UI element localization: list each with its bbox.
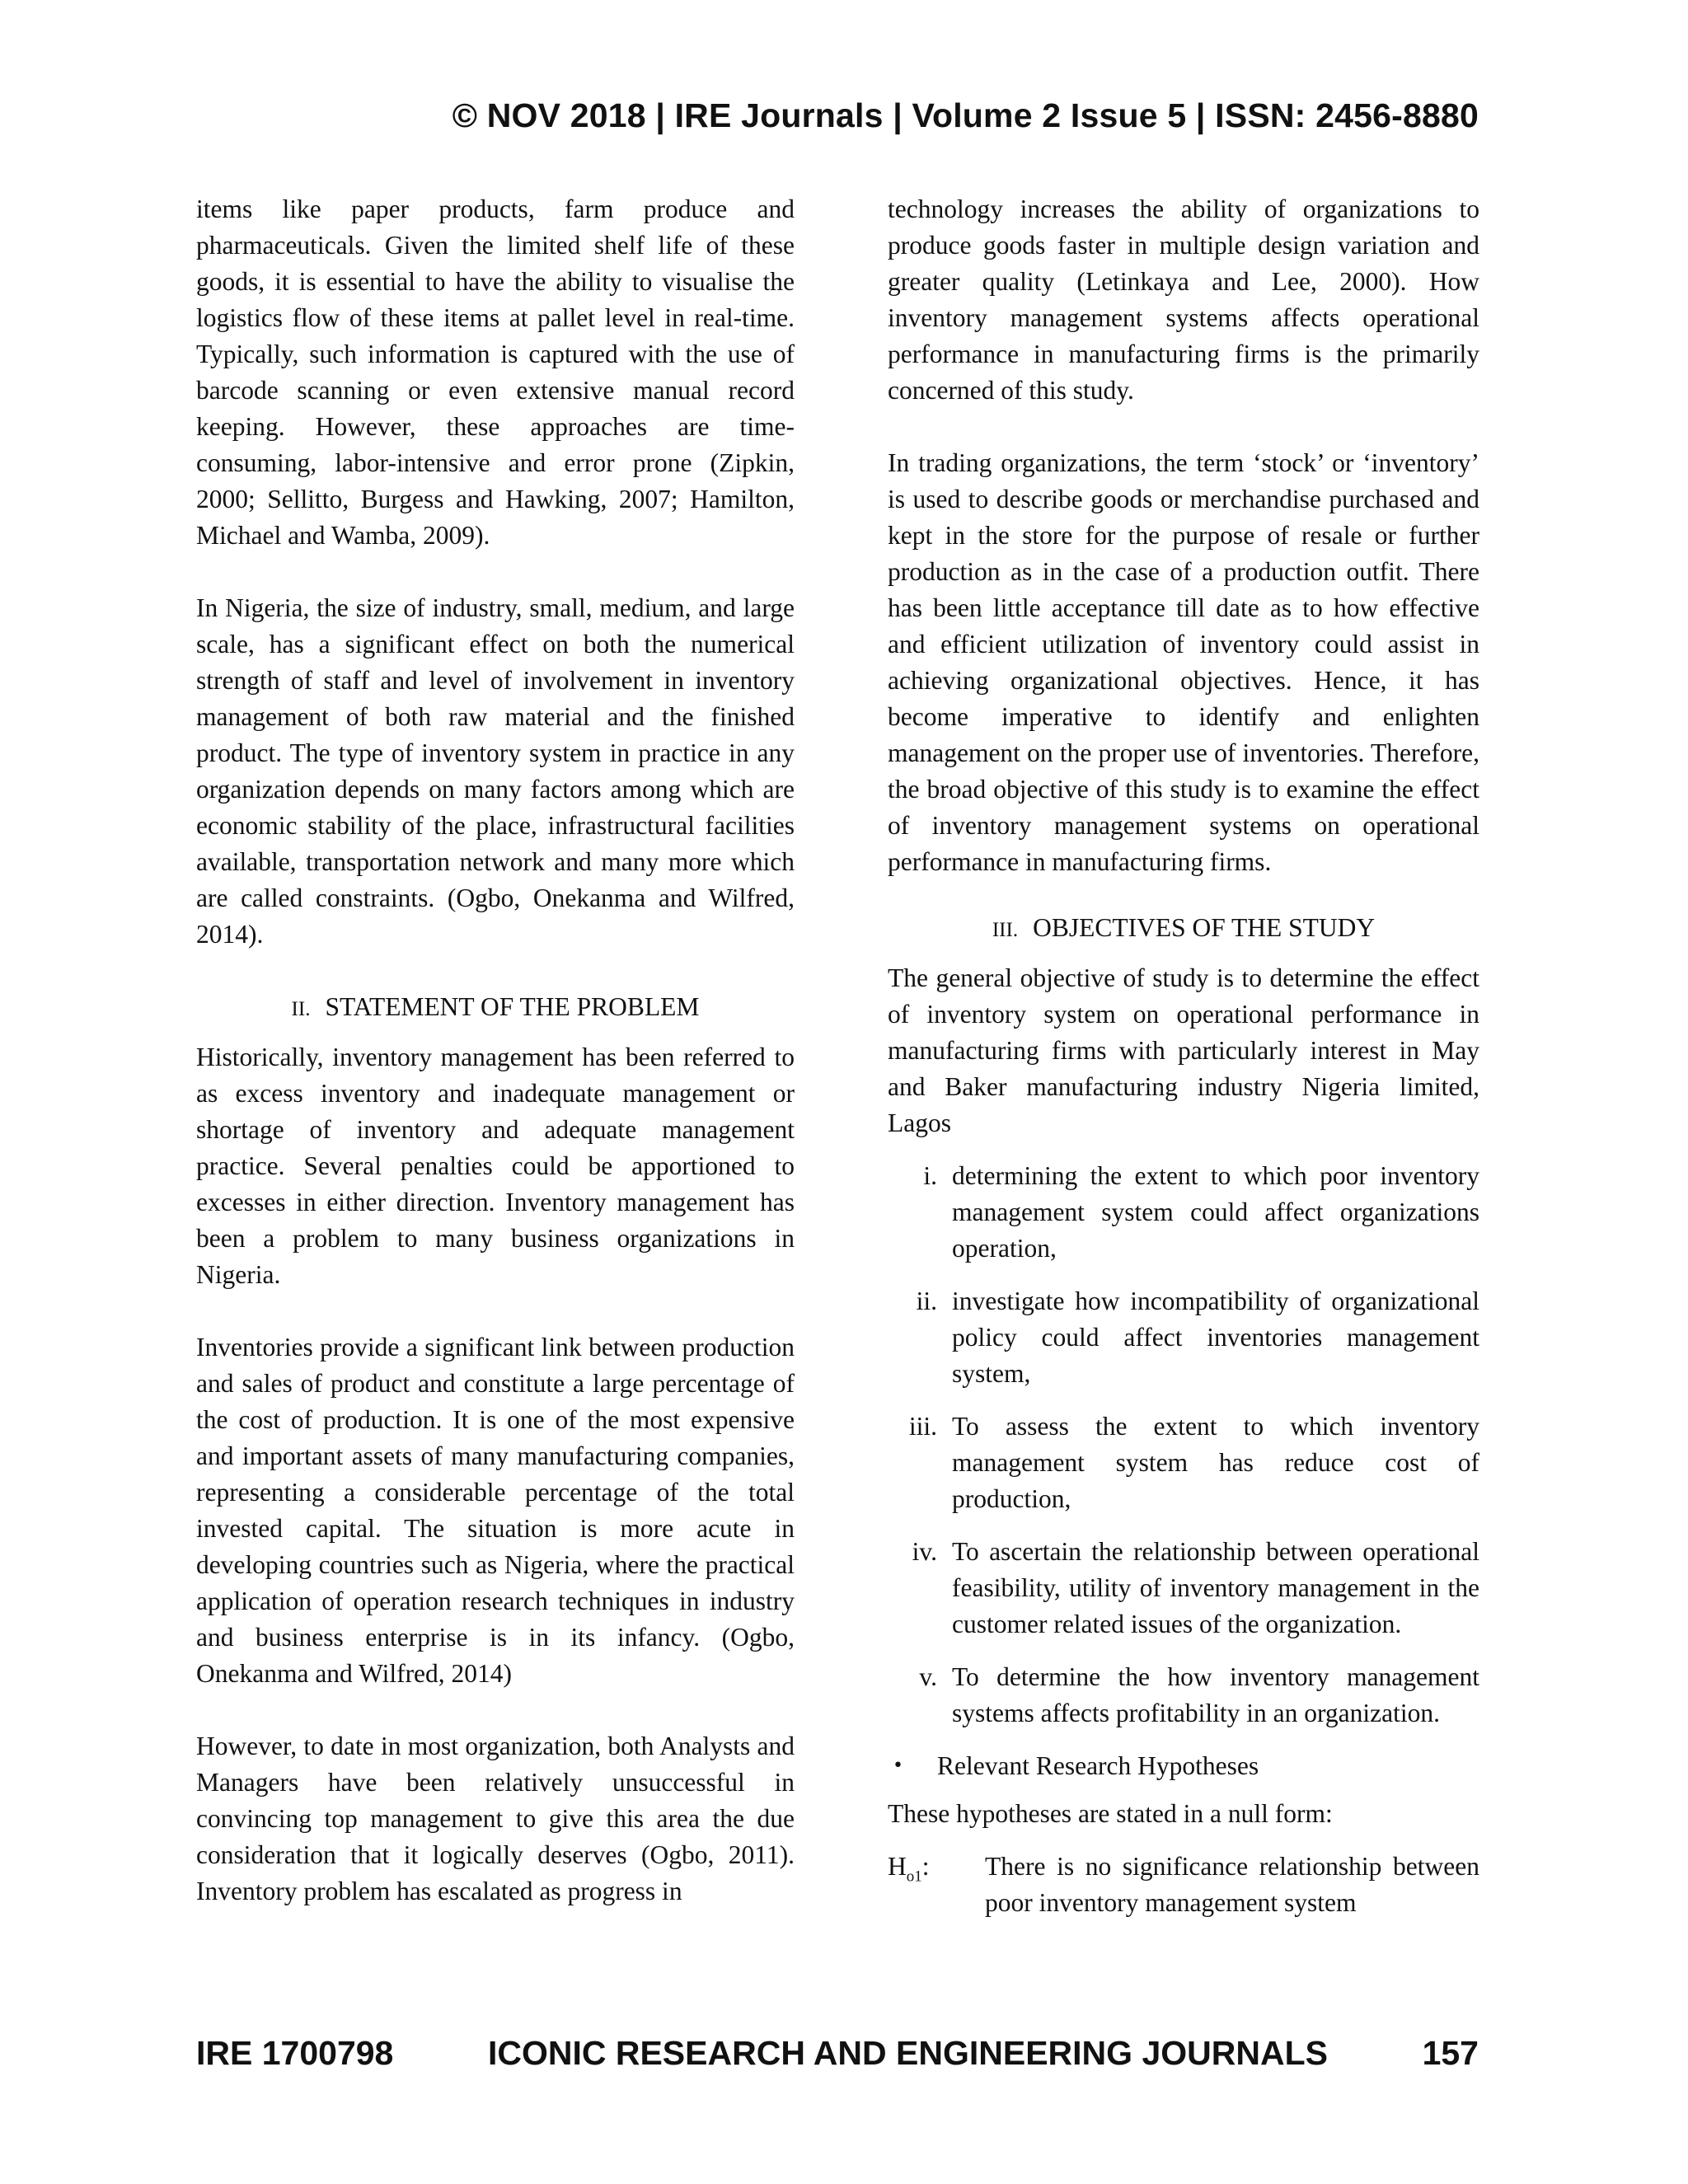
list-item — [888, 1534, 1479, 1643]
list-item-text: To assess the extent to which inventory management system has reduce cost of production, — [952, 1412, 1479, 1513]
hypothesis — [888, 1849, 1479, 1921]
paragraph: The general objective of study is to determine the effect of inventory system on operational performance in manufacturing firms with particularly interest in May and Baker manufacturing industry Nigeria limited, Lagos — [888, 963, 1479, 1137]
journal-footer — [196, 2034, 1479, 2073]
paragraph: items like paper products, farm produce and pharmaceuticals. Given the limited shelf life of these goods, it is essential to have the ability to visualise the logistics flow of these items at pallet level in real-time. Typically, such information is captured with the use of barcode scanning or even extensive manual record keeping. However, these approaches are time-consuming, labor-intensive and error prone (Zipkin, 2000; Sellitto, Burgess and Hawking, 2007; Hamilton, Michael and Wamba, 2009). — [196, 194, 795, 550]
paragraph: Inventories provide a significant link between production and sales of product and constitute a large percentage of the cost of production. It is one of the most expensive and important assets of many manufacturing companies, representing a considerable percentage of the total invested capital. The situation is more acute in developing countries such as Nigeria, where the practical application of operation research techniques in industry and business enterprise is in its infancy. (Ogbo, Onekanma and Wilfred, 2014) — [196, 1333, 795, 1688]
bullet-text: Relevant Research Hypotheses — [937, 1751, 1259, 1780]
list-item — [888, 1158, 1479, 1267]
list-item-text: To ascertain the relationship between operational feasibility, utility of inventory management in the customer related issues of the organization. — [952, 1537, 1479, 1638]
section-number: III. — [992, 919, 1019, 941]
section-title: OBJECTIVES OF THE STUDY — [1033, 913, 1376, 942]
section-title: STATEMENT OF THE PROBLEM — [325, 992, 700, 1021]
paragraph: Historically, inventory management has been referred to as excess inventory and inadequate management or shortage of inventory and adequate management practice. Several penalties could be apportioned to excesses in either direction. Inventory management has been a problem to many business organizations in Nigeria. — [196, 1043, 795, 1289]
list-item — [888, 1408, 1479, 1517]
left-column — [196, 191, 795, 1910]
hypothesis-text: There is no significance relationship between poor inventory management system — [985, 1852, 1479, 1917]
page-number: 157 — [1422, 2034, 1479, 2072]
hypothesis-label: $H_{o1}$: — [888, 1852, 930, 1886]
bullet-item — [888, 1748, 1479, 1784]
article-id: IRE 1700798 — [196, 2034, 394, 2072]
list-item-text: To determine the how inventory management systems affects profitability in an organization. — [952, 1662, 1479, 1727]
list-item-text: investigate how incompatibility of organizational policy could affect inventories management system, — [952, 1286, 1479, 1388]
bullet-icon: • — [893, 1755, 903, 1776]
list-item — [888, 1659, 1479, 1732]
list-marker: v. — [919, 1662, 937, 1691]
paragraph: In trading organizations, the term ‘stock’ or ‘inventory’ is used to describe goods or merchandise purchased and kept in the store for the purpose of resale or further production as in the case of a production outfit. There has been little acceptance till date as to how effective and efficient utilization of inventory could assist in achieving organizational objectives. Hence, it has become imperative to identify and enlighten management on the proper use of inventories. Therefore, the broad objective of this study is to examine the effect of inventory management systems on operational performance in manufacturing firms. — [888, 448, 1479, 876]
list-marker: iii. — [908, 1412, 937, 1441]
section-heading — [196, 989, 795, 1028]
journal-header: © NOV 2018 | IRE Journals | Volume 2 Issue 5 | ISSN: 2456-8880 — [452, 96, 1479, 134]
paragraph: In Nigeria, the size of industry, small, medium, and large scale, has a significant effect on both the numerical strength of staff and level of involvement in inventory management of both raw material and the finished product. The type of inventory system in practice in any organization depends on many factors among which are economic stability of the place, infrastructural facilities available, transportation network and many more which are called constraints. (Ogbo, Onekanma and Wilfred, 2014). — [196, 593, 795, 949]
section-number: II. — [291, 998, 311, 1020]
objectives-list — [888, 1158, 1479, 1732]
paragraph: technology increases the ability of organizations to produce goods faster in multiple design variation and greater quality (Letinkaya and Lee, 2000). How inventory management systems affects operational performance in manufacturing firms is the primarily concerned of this study. — [888, 194, 1479, 405]
list-marker: iv. — [912, 1537, 937, 1566]
list-marker: ii. — [916, 1286, 937, 1315]
journal-name: ICONIC RESEARCH AND ENGINEERING JOURNALS — [487, 2034, 1328, 2072]
list-item — [888, 1283, 1479, 1392]
right-column — [888, 191, 1479, 1921]
list-item-text: determining the extent to which poor inventory management system could affect organizations operation, — [952, 1161, 1479, 1263]
paragraph: However, to date in most organization, both Analysts and Managers have been relatively unsuccessful in convincing top management to give this area the due consideration that it logically deserves (Ogbo, 2011). Inventory problem has escalated as progress in — [196, 1732, 795, 1905]
section-heading — [888, 910, 1479, 949]
list-marker: i. — [923, 1161, 937, 1190]
paragraph: These hypotheses are stated in a null form: — [888, 1799, 1333, 1828]
